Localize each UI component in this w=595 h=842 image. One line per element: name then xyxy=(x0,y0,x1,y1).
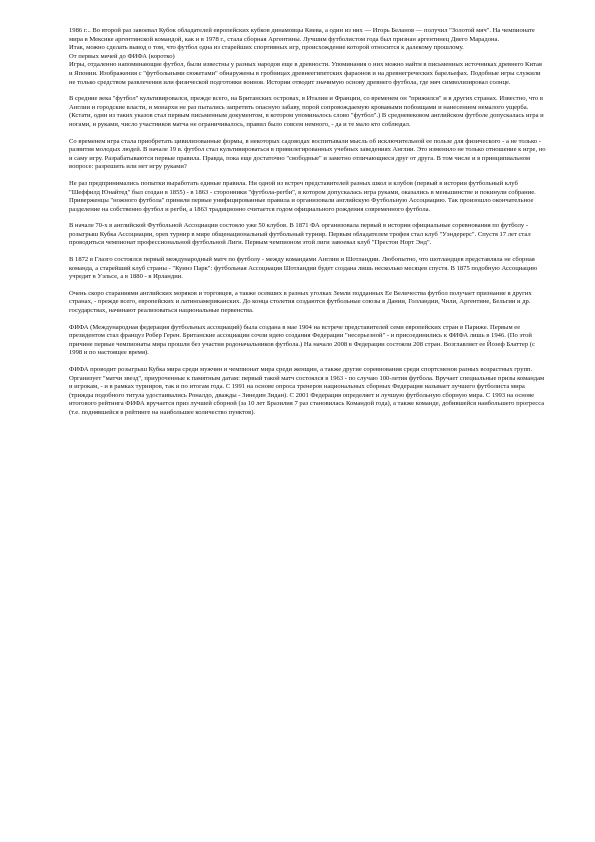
section-heading: От первых мячей до ФИФА (коротко) xyxy=(69,52,175,60)
paragraph-unified-rules: Не раз предпринимались попытки выработать единые правила. Ни одной из встреч представителей разных школ и клубов (первый в истории футбольный клуб "Шеффилд Юнайтед" был создан в 1855) - в 1863 - сторонники "футбола-регби", в котором допускалась игра руками, оказались в меньшинстве и покинули собрание. Приверженцы "ножного футбола" приняли первые унифицированные правила и организовали английскую Футбольную Ассоциацию. Так произошло окончательное разделение на собственно футбол и регби, а 1863 традиционно считается годом официального рождения современного футбола. xyxy=(69,179,536,213)
paragraph-spread-abroad: Очень скоро стараниями английских моряков и торговцев, а также осевших в разных уголках Земли подданных Ее Величества футбол получает признание в других странах, - прежде всего, европейских и латиноамериканских. До конца столетия создаются футбольные союзы в Дании, Голландии, Чили, Аргентине, Бельгии и др. государствах, начинают реализоваться национальные первенства. xyxy=(69,289,532,315)
paragraph-fa-cup: В начале 70-х в английской Футбольной Ассоциации состояло уже 50 клубов. В 1871 ФА организовала первый в истории официальные соревнования по футболу - розыгрыш Кубка Ассоциации, open турнир в мире общенациональный футбольный турнир. Первым обладателем трофея стал клуб "Уэндерерс". Спустя 17 лет стал проводиться чемпионат профессиональной футбольной Лиги. Первым чемпионом этой лиги завоевал клуб "Престон Норт Энд". xyxy=(69,222,531,247)
paragraph-fifa-activities: ФИФА проводит розыгрыш Кубка мира среди мужчин и чемпионат мира среди женщин, а также другие соревнования среди спортсменов разных возрастных групп. Организует "матчи звезд", приуроченные к памятным датам: первый такой матч состоялся в 1963 - по случаю 100-летия футбола. Вручает специальные призы командам и игрокам, - и в рамках турниров, так и по итогам года. С 1991 на основе опроса тренеров национальных сборных Федерация называет лучшего футболиста мира (трижды подобного титула удостаивались Роналдо, дважды - Зинедин Зидан). С 2001 Федерация определяет и лучшую футбольную сборную мира. С 1993 на основе итогового рейтинга ФИФА вручается приз лучшей сборной (за 10 лет Бразилия 7 раз становилась Командой года), а также команде, добившейся наибольшего прогресса (т.е. поднявшейся в рейтинге на наибольшее количество пунктов). xyxy=(69,366,545,416)
paragraph-first-international: В 1872 в Глазго состоялся первый международный матч по футболу - между командами Англии и Шотландии. Любопытно, что шотландцев представляла не сборная команда, а старейший клуб страны - "Куинз Парк": футбольная Ассоциация Шотландии будет создана лишь несколько месяцев спустя. В 1875 подобную Ассоциацию учредят в Уэльсе, а в 1880 - в Ирландии. xyxy=(69,256,538,281)
intro-paragraph: 1986 г... Во второй раз завоевал Кубок обладателей европейских кубков динамовцы Киева, а один из них — Игорь Беланов — получил "Золотой мяч". На чемпионате мира в Мексике аргентинской командой, как и в 1978 г., стала сборная Аргентины. Лучшим футболистом года был признан аргентинец Диего Марадона. xyxy=(69,27,535,43)
paragraph-civilized-forms: Со временем игра стала приобретать цивилизованные формы, в некоторых садоводах воспитывали мысль об исключительной ее пользе для физического - а не только - развития молодых людей. В начале 19 в. футбол стал культивироваться в привилегированных учебных заведениях Англии. Это изменило не только отношение к игре, но и саму игру. Разрабатываются первые правила. Правда, пока еще достаточно "свободные" и заметно отличающиеся друг от друга. В том числе и в принципиальном вопросе: разрешить или нет игру руками? xyxy=(69,137,546,171)
document-page xyxy=(69,27,547,426)
paragraph-fifa-founding: ФИФА (Международная федерация футбольных ассоциаций) была создана в мае 1904 на встрече представителей семи европейских стран в Париже. Первым ее президентом стал француз Робер Герен. Британские ассоциации сочли идею создания Федерации "несерьезной" - и присоединились к ФИФА лишь в 1946. (По этой причине первые чемпионаты мира прошли без участия родоначальников футбола.) На начало 2008 в Федерации состояли 208 стран. Возглавляет ее Йозеф Блаттер (с 1998 и по настоящее время). xyxy=(69,323,535,357)
paragraph-middle-ages: В средние века "футбол" культивировался, прежде всего, на Британских островах, в Италии и Франции, со временем он "прижился" и в других странах. Известно, что в Англии и городские власти, и монархи не раз пытались запретить опасную забаву, порой сопровождаемую кровавыми побоищами и нанесением немалого ущерба. (Кстати, один из таких указов стал первым письменным документом, в котором упоминалось слово "футбол".) В средневековом английском футболе допускалась игра и ногами, и руками, число участников матча не ограничивалось, правил было совсем немного, - да и те мало кто соблюдал. xyxy=(69,95,544,128)
paragraph-ancient-games: Игры, отдаленно напоминающие футбол, были известны у разных народов еще в древности. Упоминания о них можно найти в письменных источниках древнего Китая и Японии. Изображения с "футбольными сюжетами" обнаружены в гробницах древнеегипетских фараонов и на древнегреческих барельефах. Подобные игры служили не только средством развлечения или физической подготовки воинов. Истории отводит значимую основу древнего футбола, где мяч символизировал солнце. xyxy=(69,61,542,86)
conclusion-paragraph: Итак, можно сделать вывод о том, что футбол одна из старейших спортивных игр, происхождение которой относится к далекому прошлому. xyxy=(69,44,464,52)
